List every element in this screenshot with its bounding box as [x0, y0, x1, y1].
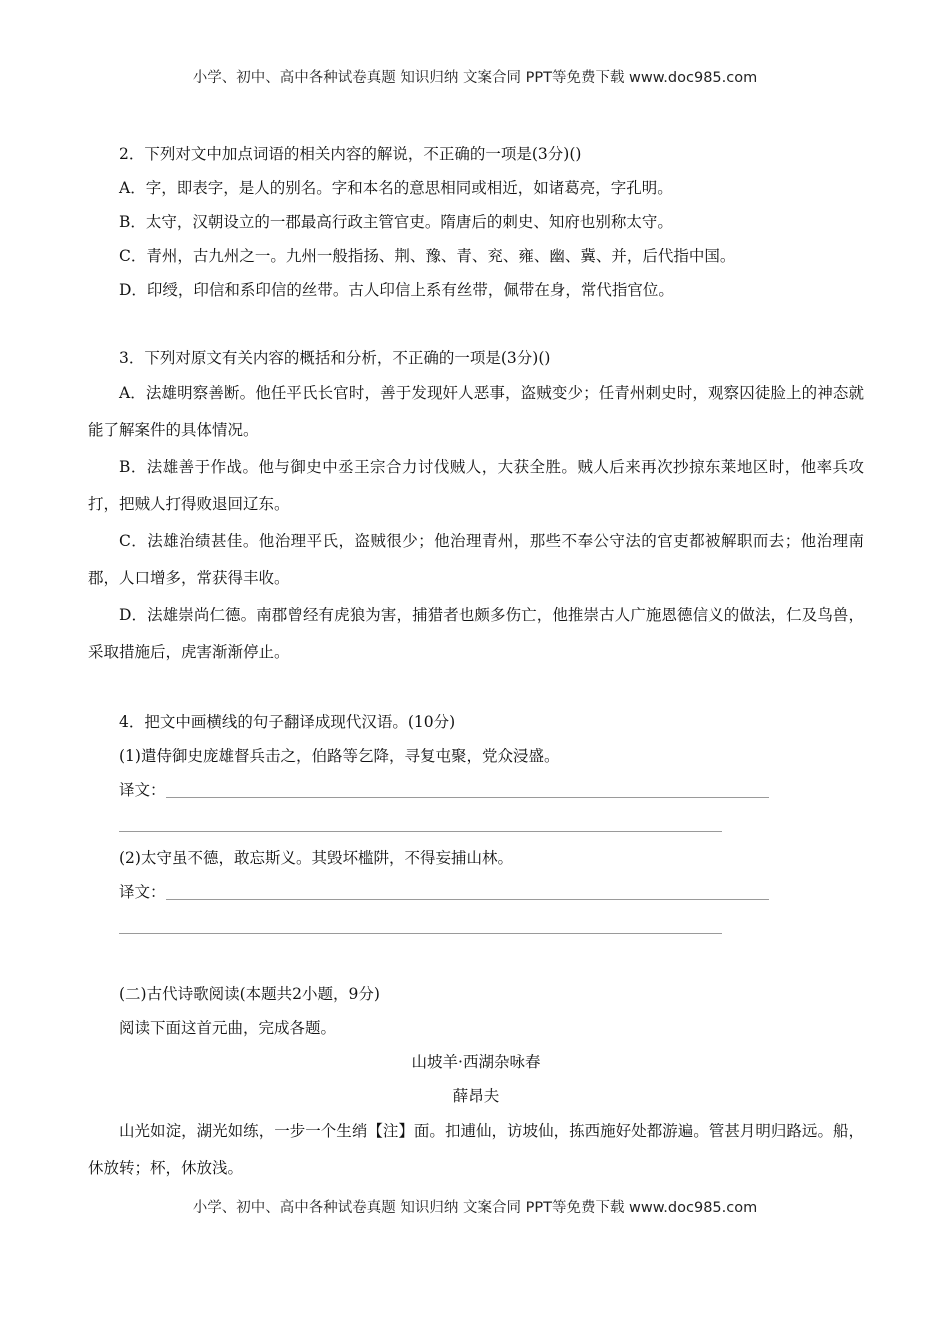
q3-option-d: D．法雄崇尚仁德。南郡曾经有虎狼为害，捕猎者也颇多伤亡，他推崇古人广施恩德信义的做法，仁及鸟兽，采取措施后，虎害渐渐停止。: [88, 606, 864, 661]
q2-option-b: B．太守，汉朝设立的一郡最高行政主管官吏。隋唐后的刺史、知府也别称太守。: [119, 213, 673, 231]
q2-option-a: A．字，即表字，是人的别名。字和本名的意思相同或相近，如诸葛亮，字孔明。: [119, 179, 673, 197]
q4-answer-1[interactable]: [88, 773, 864, 807]
document-body: [88, 137, 864, 1187]
q3-option-a: A．法雄明察善断。他任平氏长官时，善于发现奸人恶事，盗贼变少；任青州刺史时，观察囚徒脸上的神态就能了解案件的具体情况。: [88, 384, 864, 439]
q3-option-b: B．法雄善于作战。他与御史中丞王宗合力讨伐贼人，大获全胜。贼人后来再次抄掠东莱地区时，他率兵攻打，把贼人打得败退回辽东。: [88, 458, 864, 513]
q2-option-c: C．青州，古九州之一。九州一般指扬、荆、豫、青、兖、雍、幽、冀、并，后代指中国。: [119, 247, 736, 265]
q4-stem: 4．把文中画横线的句子翻译成现代汉语。(10分): [119, 713, 456, 731]
answer-line: [166, 797, 769, 798]
poetry-intro: 阅读下面这首元曲，完成各题。: [119, 1019, 337, 1037]
q4-sentence-2: (2)太守虽不德，敢忘斯义。其毁坏槛阱，不得妄捕山林。: [119, 849, 513, 867]
q4-answer-1-continued[interactable]: [88, 807, 864, 841]
spacer: [88, 943, 864, 977]
header-banner: 小学、初中、高中各种试卷真题 知识归纳 文案合同 PPT等免费下载 www.doc985.com: [192, 70, 758, 86]
spacer: [88, 671, 864, 705]
q3-option-c: C．法雄治绩甚佳。他治理平氏，盗贼很少；他治理青州，那些不奉公守法的官吏都被解职而去；他治理南郡，人口增多，常获得丰收。: [88, 532, 864, 587]
answer-line: [119, 933, 722, 934]
q4-answer-2-continued[interactable]: [88, 909, 864, 943]
q4-sentence-1: (1)遣侍御史庞雄督兵击之，伯路等乞降，寻复屯聚，党众浸盛。: [119, 747, 560, 765]
answer-line: [166, 899, 769, 900]
q3-stem: 3．下列对原文有关内容的概括和分析，不正确的一项是(3分)(): [119, 349, 551, 367]
poetry-section-heading: (二)古代诗歌阅读(本题共2小题，9分): [119, 985, 380, 1003]
footer-banner: 小学、初中、高中各种试卷真题 知识归纳 文案合同 PPT等免费下载 www.doc985.com: [192, 1200, 758, 1216]
answer-label: 译文：: [119, 781, 166, 799]
q2-stem: 2．下列对文中加点词语的相关内容的解说，不正确的一项是(3分)(): [119, 145, 582, 163]
spacer: [88, 307, 864, 341]
poem-text: 山光如淀，湖光如练，一步一个生绡【注】面。扣逋仙，访坡仙，拣西施好处都游遍。管甚月明归路远。船，休放转；杯，休放浅。: [88, 1122, 864, 1177]
answer-label: 译文：: [119, 883, 166, 901]
q2-option-d: D．印绶，印信和系印信的丝带。古人印信上系有丝带，佩带在身，常代指官位。: [119, 281, 674, 299]
answer-line: [119, 831, 722, 832]
q4-answer-2[interactable]: [88, 875, 864, 909]
poem-title: 山坡羊·西湖杂咏春: [411, 1053, 541, 1071]
poem-author: 薛昂夫: [452, 1087, 500, 1105]
